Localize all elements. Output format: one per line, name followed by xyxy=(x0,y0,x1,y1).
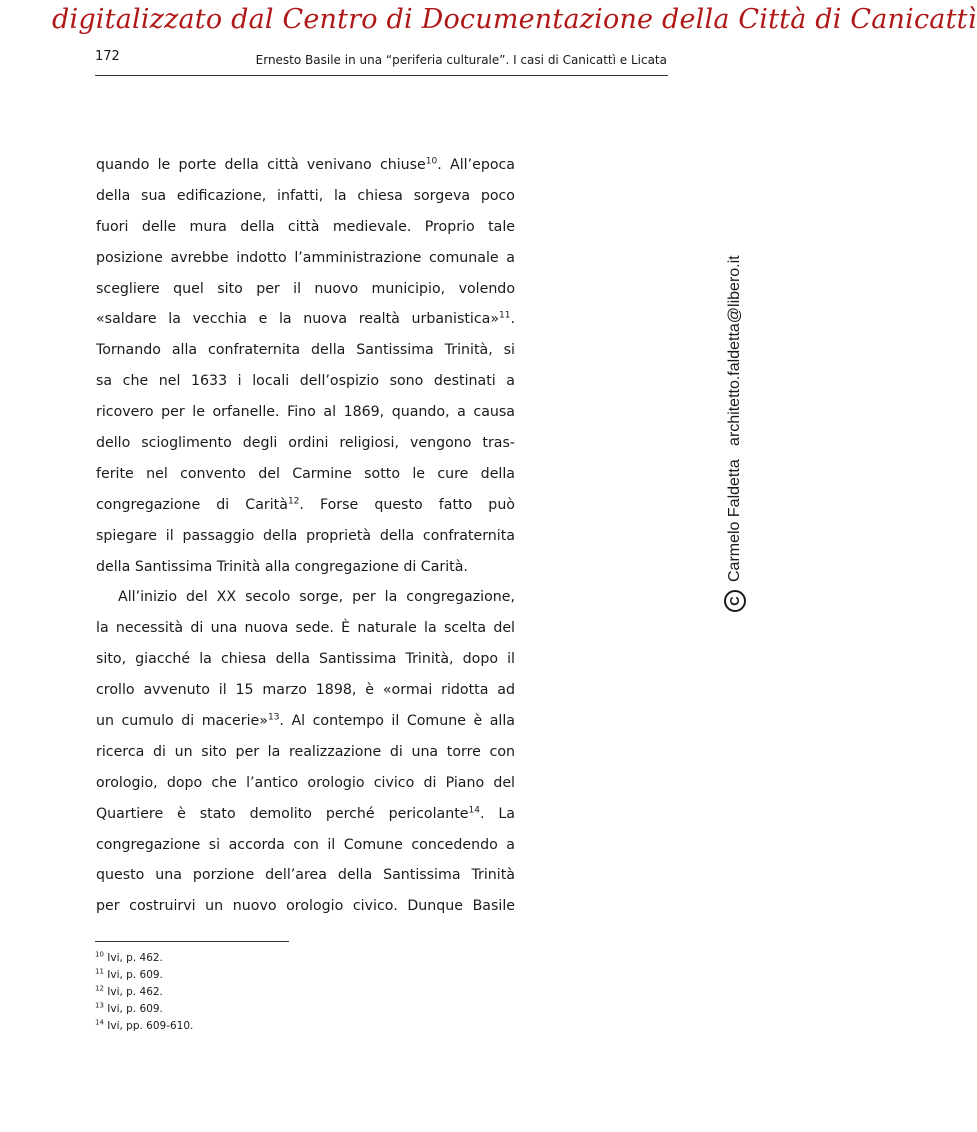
footnote-ref: 12 xyxy=(287,496,300,507)
line-text: «saldare la vecchia e la nuova realtà urbanistica» xyxy=(96,311,500,328)
footnote xyxy=(95,950,193,967)
body-line xyxy=(96,891,515,922)
copyright-icon: C xyxy=(724,590,746,612)
footnote-ref: 10 xyxy=(425,156,438,167)
line-text: posizione avrebbe indotto l’amministrazione comunale a xyxy=(96,249,515,266)
body-line xyxy=(96,860,515,891)
body-line xyxy=(96,552,515,583)
line-text: un cumulo di macerie» xyxy=(96,713,268,730)
line-text: . La xyxy=(479,805,515,822)
line-text: per costruirvi un nuovo orologio civico. Dunque Basile xyxy=(96,898,515,915)
body-line xyxy=(96,243,515,274)
footnote-text: Ivi, p. 462. xyxy=(107,985,163,998)
footnote xyxy=(95,1001,193,1018)
line-text: ricerca di un sito per la realizzazione di una torre con xyxy=(96,743,515,760)
line-text: . xyxy=(510,311,515,328)
line-text: della Santissima Trinità alla congregazione di Carità. xyxy=(96,558,468,575)
footnote-ref: 13 xyxy=(267,712,280,723)
body-line xyxy=(96,459,515,490)
body-line xyxy=(96,181,515,212)
page-number: 172 xyxy=(95,49,120,64)
line-text: . Al contempo il Comune è alla xyxy=(279,713,515,730)
footnote xyxy=(95,1018,193,1035)
body-text xyxy=(96,150,515,922)
footnote-ref: 11 xyxy=(499,310,511,321)
body-line xyxy=(96,613,515,644)
footnote xyxy=(95,984,193,1001)
line-text: All’inizio del XX secolo sorge, per la congregazione, xyxy=(118,589,515,606)
line-text: congregazione di Carità xyxy=(96,496,288,513)
side-watermark xyxy=(722,255,748,612)
footnote-rule xyxy=(95,941,289,942)
line-text: sito, giacché la chiesa della Santissima Trinità, dopo il xyxy=(96,651,515,668)
watermark-header: digitalizzato dal Centro di Documentazione della Città di Canicattì xyxy=(52,4,977,35)
line-text: Tornando alla confraternita della Santissima Trinità, si xyxy=(96,342,515,359)
body-line xyxy=(96,830,515,861)
body-line xyxy=(96,644,515,675)
line-text: ferite nel convento del Carmine sotto le cure della xyxy=(96,465,515,482)
body-line xyxy=(96,274,515,305)
body-line xyxy=(96,304,515,335)
footnotes xyxy=(95,950,193,1035)
line-text: sa che nel 1633 i locali dell’ospizio sono destinati a xyxy=(96,373,515,390)
line-text: spiegare il passaggio della proprietà della confraternita xyxy=(96,527,515,544)
side-watermark-text: Carmelo Faldetta architetto.faldetta@libero.it xyxy=(726,255,743,582)
body-line xyxy=(96,335,515,366)
line-text: . All’epoca xyxy=(437,157,516,173)
body-line xyxy=(96,397,515,428)
footnote-number: 10 xyxy=(95,950,104,959)
body-line xyxy=(96,582,515,613)
line-text: fuori delle mura della città medievale. Proprio tale xyxy=(96,218,515,235)
line-text: della sua edificazione, infatti, la chiesa sorgeva poco xyxy=(96,187,515,204)
footnote-text: Ivi, p. 609. xyxy=(107,1002,163,1015)
body-line xyxy=(96,675,515,706)
footnote-text: Ivi, p. 462. xyxy=(107,952,163,964)
footnote-number: 14 xyxy=(95,1018,104,1027)
body-line xyxy=(96,212,515,243)
body-line xyxy=(96,366,515,397)
body-line xyxy=(96,521,515,552)
body-line xyxy=(96,768,515,799)
line-text: la necessità di una nuova sede. È naturale la scelta del xyxy=(96,620,515,637)
footnote xyxy=(95,967,193,984)
body-line xyxy=(96,706,515,737)
footnote-text: Ivi, p. 609. xyxy=(107,968,163,981)
running-title: Ernesto Basile in una “periferia culturale”. I casi di Canicattì e Licata xyxy=(255,53,667,67)
body-line xyxy=(96,799,515,830)
body-line xyxy=(96,737,515,768)
line-text: ricovero per le orfanelle. Fino al 1869, quando, a causa xyxy=(96,404,515,421)
line-text: quando le porte della città venivano chiuse xyxy=(96,157,426,173)
line-text: . Forse questo fatto può xyxy=(299,496,515,513)
line-text: scegliere quel sito per il nuovo municipio, volendo xyxy=(96,280,515,297)
footnote-number: 12 xyxy=(95,984,104,993)
line-text: crollo avvenuto il 15 marzo 1898, è «ormai ridotta ad xyxy=(96,682,515,699)
body-line xyxy=(96,490,515,521)
line-text: orologio, dopo che l’antico orologio civico di Piano del xyxy=(96,774,515,791)
line-text: questo una porzione dell’area della Santissima Trinità xyxy=(96,867,515,884)
body-line xyxy=(96,150,515,181)
line-text: Quartiere è stato demolito perché pericolante xyxy=(96,805,469,822)
line-text: dello scioglimento degli ordini religiosi, vengono tras- xyxy=(96,435,515,452)
footnote-number: 11 xyxy=(95,967,104,976)
line-text: congregazione si accorda con il Comune concedendo a xyxy=(96,836,515,853)
header-rule xyxy=(95,75,668,76)
footnote-number: 13 xyxy=(95,1001,104,1010)
footnote-text: Ivi, pp. 609-610. xyxy=(107,1019,194,1032)
footnote-ref: 14 xyxy=(468,804,480,815)
body-line xyxy=(96,428,515,459)
